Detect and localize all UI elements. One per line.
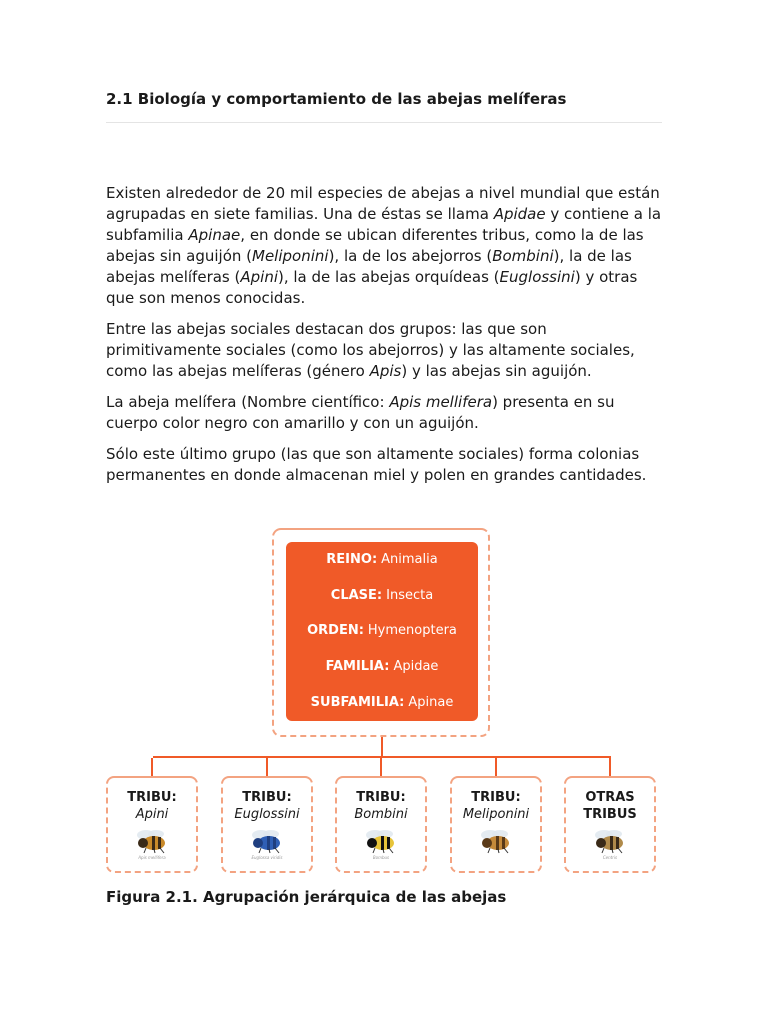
- hierarchy-row: [286, 649, 478, 685]
- tribe-title: TRIBU:: [471, 790, 521, 805]
- text-run: La abeja melífera (Nombre científico:: [106, 393, 390, 411]
- tribe-connector-line: [153, 756, 611, 758]
- tribe-name: TRIBUS: [583, 807, 637, 822]
- paragraph: [106, 183, 662, 309]
- rank-value: Apidae: [393, 659, 439, 675]
- scientific-name: Apis mellifera: [389, 393, 493, 411]
- tribe-name: Euglossini: [234, 807, 300, 822]
- rank-value: Insecta: [386, 587, 434, 603]
- bumblebee-image: [361, 826, 401, 854]
- scientific-name: Apinae: [188, 226, 241, 244]
- taxonomy-figure: [106, 528, 658, 875]
- tribe-title: OTRAS: [585, 790, 635, 805]
- tribe-name: Bombini: [354, 807, 408, 822]
- tribe-card: [106, 776, 198, 873]
- text-run: ) y las abejas sin aguijón.: [401, 362, 592, 380]
- tribe-name: Apini: [135, 807, 169, 822]
- text-run: ), la de los abejorros (: [328, 247, 493, 265]
- tribe-title: TRIBU:: [242, 790, 292, 805]
- tribe-name: Meliponini: [462, 807, 530, 822]
- rank-label: CLASE:: [330, 587, 383, 603]
- figure-caption: Figura 2.1. Agrupación jerárquica de las abejas: [106, 888, 507, 906]
- paragraph: [106, 444, 662, 486]
- hierarchy-connector: [381, 737, 383, 757]
- paragraph: [106, 392, 662, 434]
- tribe-title: TRIBU:: [127, 790, 177, 805]
- text-run: y contiene a la subfamilia: [106, 205, 662, 244]
- heading-divider: [106, 122, 662, 123]
- hierarchy-row: [286, 613, 478, 649]
- text-run: ) y otras que son menos conocidas.: [106, 268, 638, 307]
- body-text: [106, 183, 662, 496]
- text-run: Sólo este último grupo (las que son altamente sociales) forma colonias permanentes en donde almacenan miel y polen en grandes cantidades.: [106, 445, 647, 484]
- tribe-card: [450, 776, 542, 873]
- rank-value: Animalia: [381, 552, 438, 568]
- other-bee-image: [590, 826, 630, 854]
- tribe-drop-line: [380, 758, 382, 776]
- tribe-drop-line: [266, 758, 268, 776]
- tribe-card: [564, 776, 656, 873]
- stingless-bee-image: [476, 826, 516, 854]
- scientific-name: Apini: [240, 268, 278, 286]
- tribe-card: [221, 776, 313, 873]
- scientific-name: Apis: [369, 362, 402, 380]
- orchid-bee-image: [247, 826, 287, 854]
- tribe-drop-line: [609, 758, 611, 776]
- tribe-card: [335, 776, 427, 873]
- text-run: ), la de las abejas melíferas (: [106, 247, 632, 286]
- text-run: ), la de las abejas orquídeas (: [278, 268, 500, 286]
- rank-value: Apinae: [408, 694, 454, 710]
- hierarchy-row: [286, 578, 478, 614]
- text-run: Existen alrededor de 20 mil especies de abejas a nivel mundial que están agrupadas en siete familias. Una de éstas se llama: [106, 184, 660, 223]
- bee-species-label: Centris: [602, 855, 618, 860]
- text-run: ) presenta en su cuerpo color negro con amarillo y con un aguijón.: [106, 393, 615, 432]
- tribe-drop-line: [495, 758, 497, 776]
- rank-label: SUBFAMILIA:: [310, 694, 405, 710]
- section-heading: 2.1 Biología y comportamiento de las abejas melíferas: [106, 90, 567, 108]
- scientific-name: Meliponini: [252, 247, 329, 265]
- hierarchy-row: [286, 684, 478, 720]
- scientific-name: Bombini: [492, 247, 554, 265]
- bee-species-label: Bombus: [372, 855, 390, 860]
- hierarchy-row: [286, 542, 478, 578]
- honeybee-image: [132, 826, 172, 854]
- paragraph: [106, 319, 662, 382]
- rank-value: Hymenoptera: [367, 623, 457, 639]
- rank-label: ORDEN:: [307, 623, 364, 639]
- text-run: Entre las abejas sociales destacan dos grupos: las que son primitivamente sociales (como los abejorros) y las altamente sociales, como las abejas melíferas (género: [106, 320, 635, 380]
- tribe-drop-line: [151, 758, 153, 776]
- scientific-name: Apidae: [493, 205, 546, 223]
- bee-species-label: Euglossa viridis: [251, 855, 283, 860]
- rank-label: FAMILIA:: [325, 659, 390, 675]
- bee-species-label: Apis mellifera: [138, 855, 166, 860]
- hierarchy-box: [286, 542, 478, 721]
- text-run: , en donde se ubican diferentes tribus, como la de las abejas sin aguijón (: [106, 226, 644, 265]
- tribe-title: TRIBU:: [356, 790, 406, 805]
- scientific-name: Euglossini: [499, 268, 575, 286]
- rank-label: REINO:: [326, 552, 378, 568]
